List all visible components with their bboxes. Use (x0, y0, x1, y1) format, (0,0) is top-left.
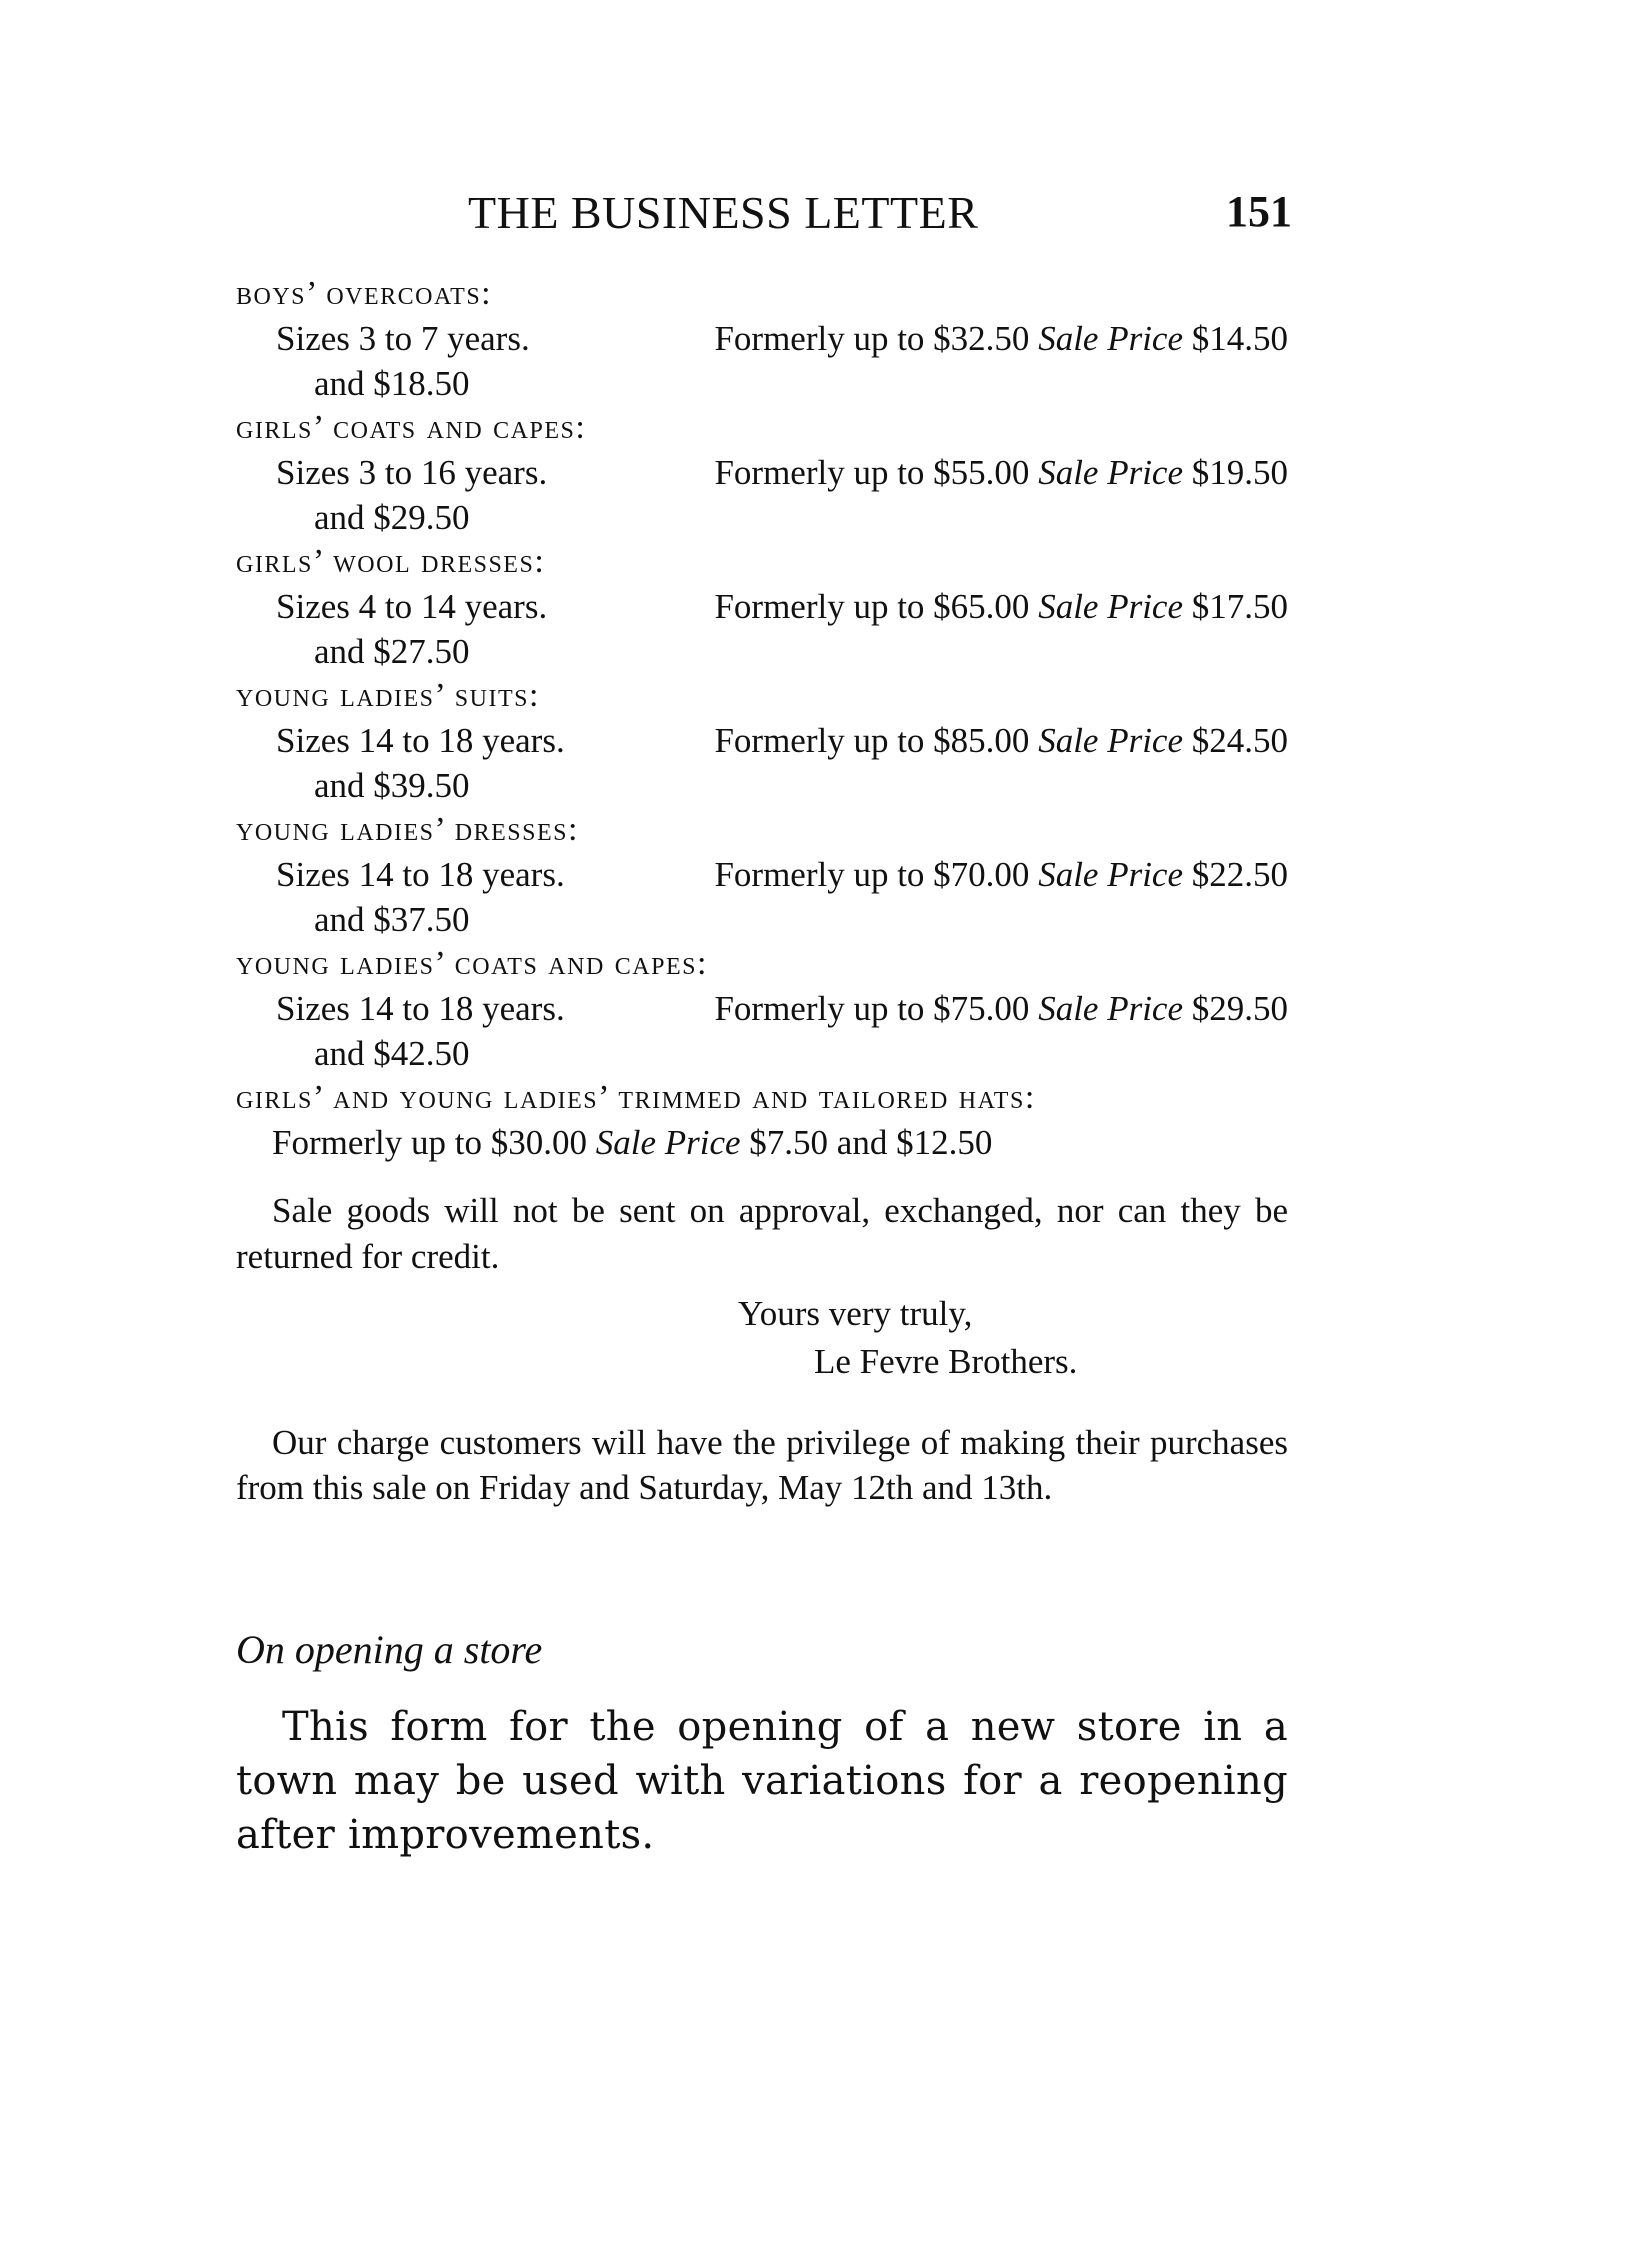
item-description (236, 316, 1288, 361)
sale-item (236, 272, 1288, 406)
sale-price-label: Sale Price (1038, 855, 1183, 894)
section-intro: This form for the opening of a new store in a town may be used with variations for a reopening after improvements. (236, 1704, 1288, 1858)
item-description (236, 450, 1288, 495)
sale-price-low: $19.50 (1191, 453, 1288, 492)
complimentary-close: Yours very truly, (738, 1294, 973, 1333)
sale-price-low: $17.50 (1191, 587, 1288, 626)
running-title: THE BUSINESS LETTER (468, 187, 979, 238)
item-description (236, 852, 1288, 897)
sale-price-label: Sale Price (1038, 319, 1183, 358)
former-price: Formerly up to $30.00 (272, 1123, 587, 1162)
sale-price-low: $24.50 (1191, 721, 1288, 760)
item-category: young ladies’ coats and capes: (236, 945, 708, 982)
sale-item (236, 942, 1288, 1076)
postscript: Our charge customers will have the privilege of making their purchases from this sale on Friday and Saturday, May 12th and 13th. (236, 1423, 1288, 1507)
item-pricing (714, 718, 1288, 763)
running-head (236, 186, 1292, 242)
sale-item (236, 540, 1288, 674)
sale-price-high: and $42.50 (314, 1034, 470, 1073)
sale-terms-note: Sale goods will not be sent on approval, exchanged, nor can they be returned for credit. (236, 1191, 1288, 1276)
item-category: girls’ and young ladies’ trimmed and tailored hats: (236, 1079, 1036, 1116)
sale-item (236, 674, 1288, 808)
item-pricing (714, 852, 1288, 897)
item-sizes: Sizes 4 to 14 years. (276, 587, 548, 626)
item-category: boys’ overcoats: (236, 275, 493, 312)
item-category: girls’ coats and capes: (236, 409, 587, 446)
page-number: 151 (1226, 187, 1292, 236)
item-category: young ladies’ suits: (236, 677, 540, 714)
sale-price-label: Sale Price (1038, 453, 1183, 492)
item-pricing (714, 986, 1288, 1031)
item-sizes: Sizes 3 to 7 years. (276, 319, 530, 358)
sale-price-label: Sale Price (595, 1123, 741, 1162)
item-pricing (714, 316, 1288, 361)
sale-item (236, 406, 1288, 540)
sale-price-low: $14.50 (1191, 319, 1288, 358)
former-price: Formerly up to $75.00 (714, 989, 1030, 1028)
sale-price-label: Sale Price (1038, 721, 1183, 760)
signature: Le Fevre Brothers. (814, 1342, 1078, 1381)
sale-item (236, 808, 1288, 942)
item-description (236, 584, 1288, 629)
sale-price-high: and $29.50 (314, 498, 470, 537)
sale-item-hats (236, 1076, 1288, 1165)
item-description (236, 718, 1288, 763)
sale-price-low: $22.50 (1191, 855, 1288, 894)
item-sizes: Sizes 3 to 16 years. (276, 453, 548, 492)
item-sizes: Sizes 14 to 18 years. (276, 989, 565, 1028)
item-category: girls’ wool dresses: (236, 543, 546, 580)
item-pricing (714, 584, 1288, 629)
item-pricing (714, 450, 1288, 495)
sale-price-high: and $37.50 (314, 900, 470, 939)
sale-price-high: and $18.50 (314, 364, 470, 403)
letter-closing (738, 1290, 1077, 1386)
former-price: Formerly up to $70.00 (714, 855, 1030, 894)
former-price: Formerly up to $65.00 (714, 587, 1030, 626)
sale-prices: $7.50 and $12.50 (749, 1123, 993, 1162)
former-price: Formerly up to $32.50 (714, 319, 1030, 358)
item-description (236, 1120, 1288, 1165)
item-sizes: Sizes 14 to 18 years. (276, 855, 565, 894)
sale-price-high: and $27.50 (314, 632, 470, 671)
section-heading: On opening a store (236, 1627, 543, 1672)
item-category: young ladies’ dresses: (236, 811, 579, 848)
former-price: Formerly up to $85.00 (714, 721, 1030, 760)
item-description (236, 986, 1288, 1031)
sale-price-high: and $39.50 (314, 766, 470, 805)
item-sizes: Sizes 14 to 18 years. (276, 721, 565, 760)
sale-price-list (236, 272, 1288, 1165)
sale-price-low: $29.50 (1191, 989, 1288, 1028)
sale-price-label: Sale Price (1038, 587, 1183, 626)
item-pricing (272, 1120, 992, 1165)
former-price: Formerly up to $55.00 (714, 453, 1030, 492)
sale-price-label: Sale Price (1038, 989, 1183, 1028)
